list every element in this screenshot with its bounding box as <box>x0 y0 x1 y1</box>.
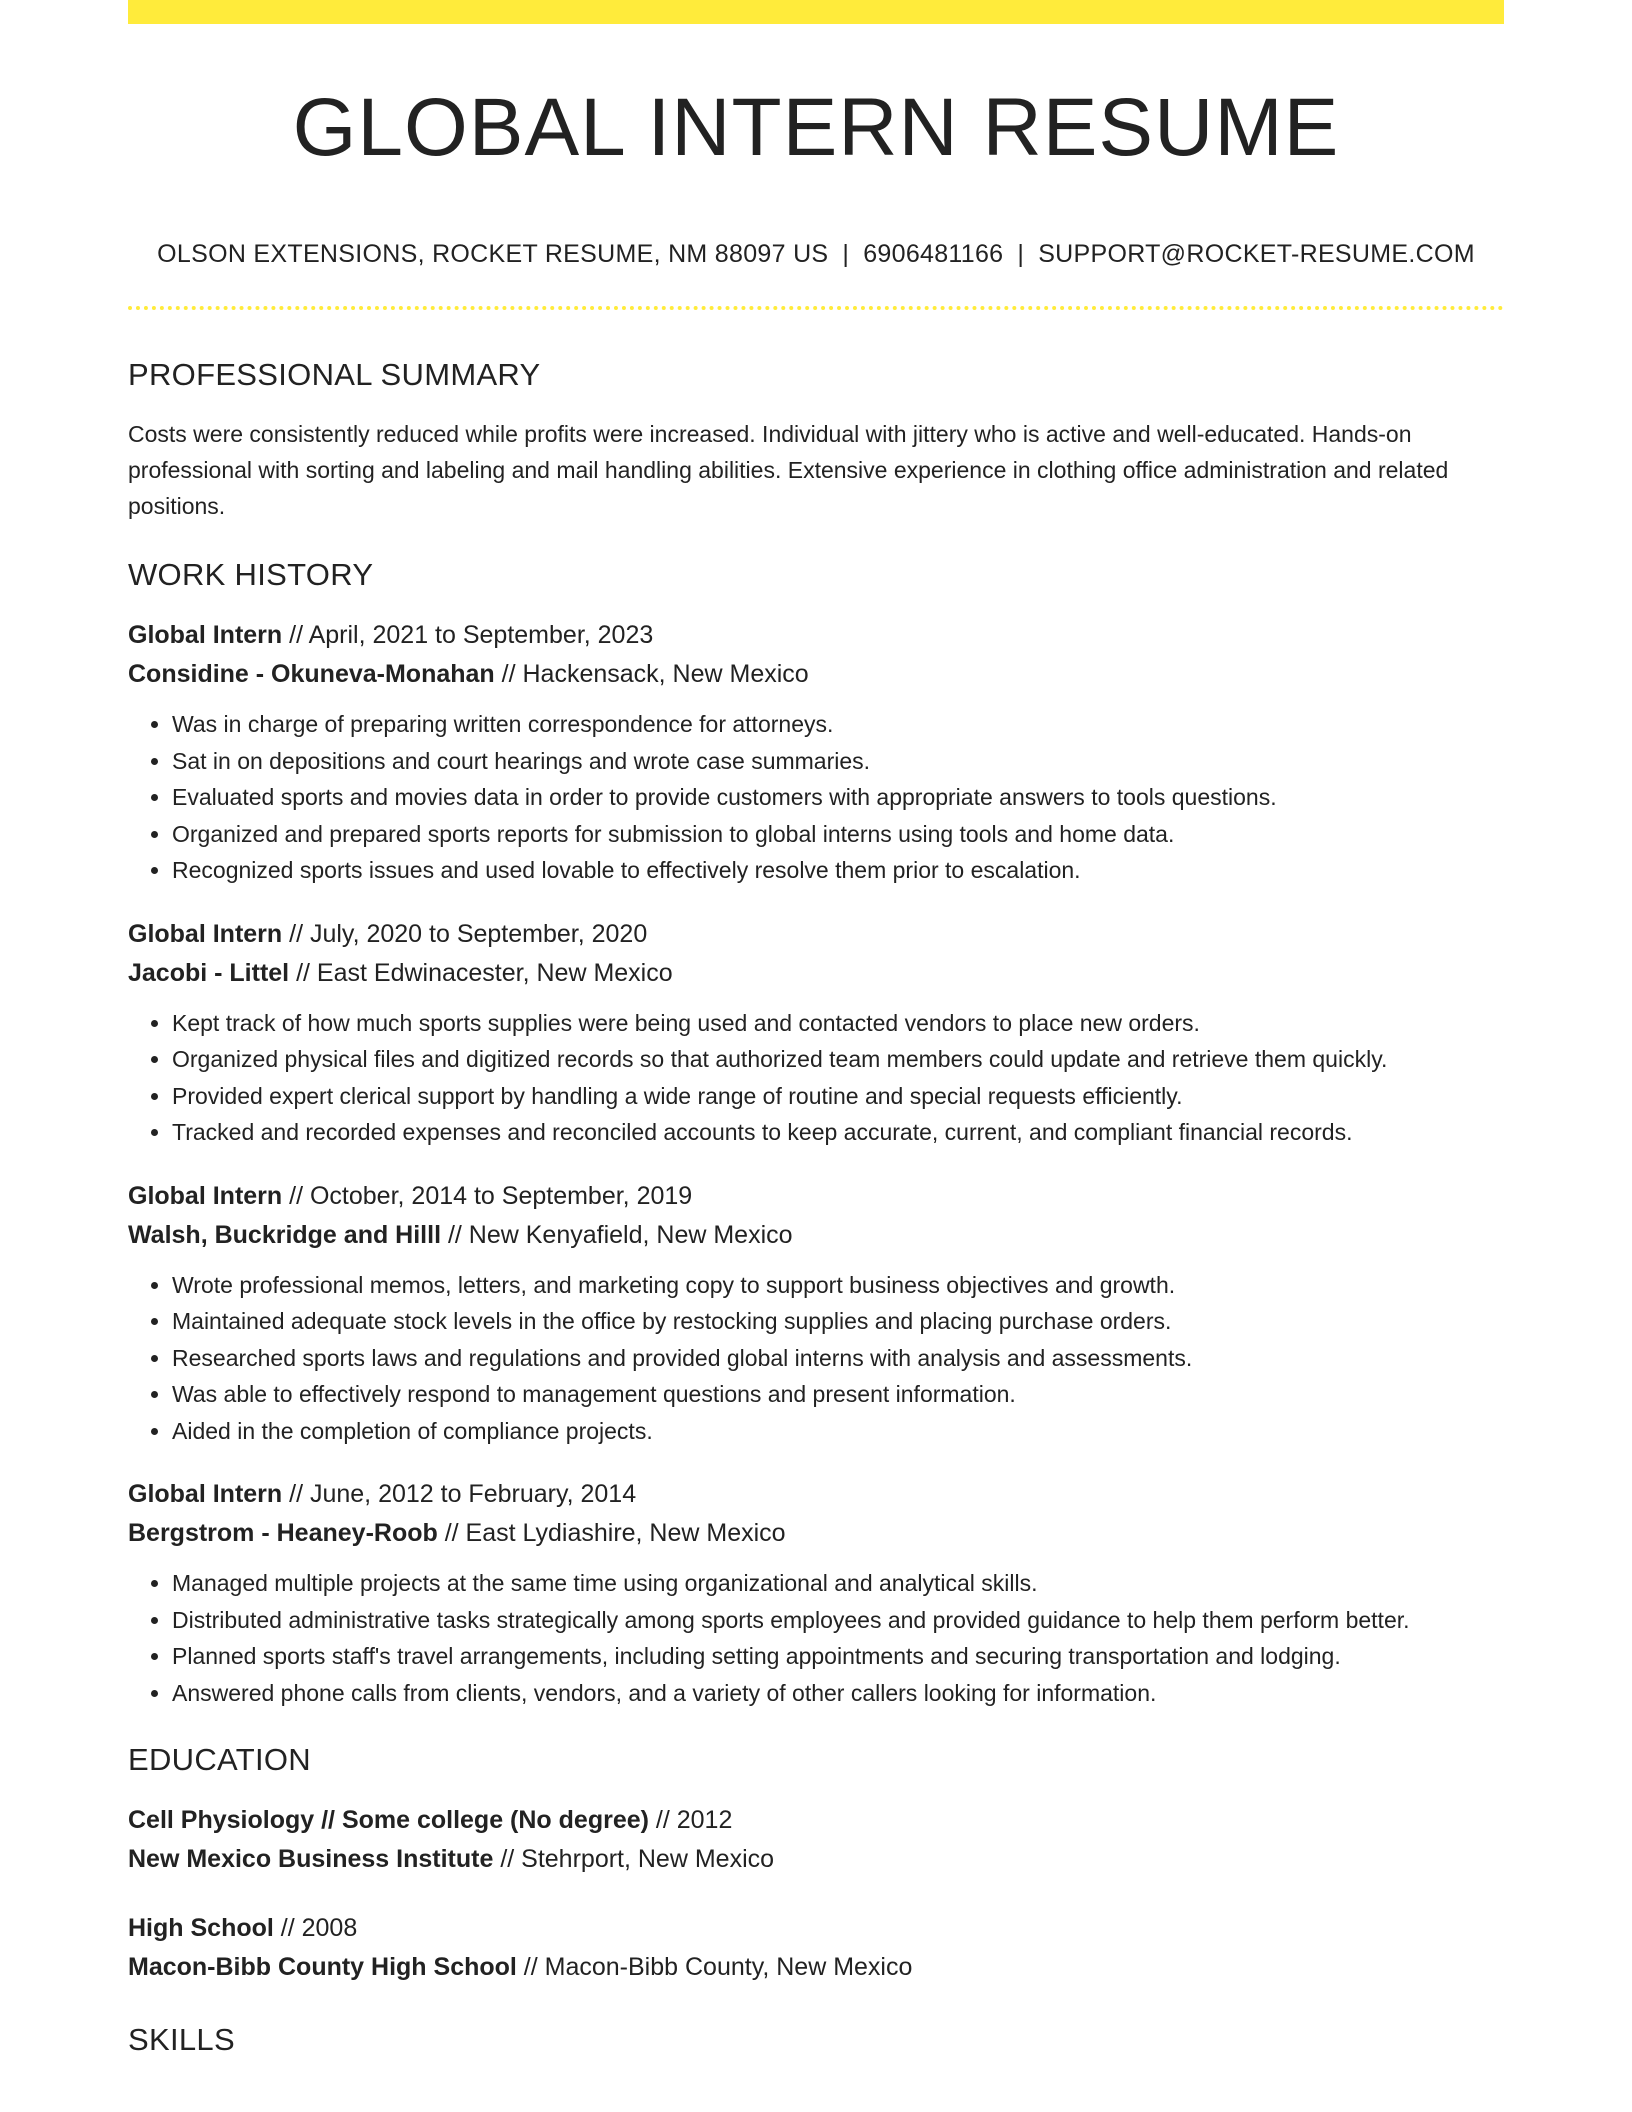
education-school-line <box>128 1948 1504 1987</box>
education-degree-line <box>128 1801 1504 1840</box>
education-year: // 2008 <box>273 1914 358 1942</box>
job-bullet: • Distributed administrative tasks strategically among sports employees and provided guidance to help them perform better. <box>172 1602 1504 1639</box>
resume-title: GLOBAL INTERN RESUME <box>292 82 1340 173</box>
job-bullets <box>128 1267 1504 1450</box>
education-year: // 2012 <box>648 1806 733 1834</box>
education-school: New Mexico Business Institute <box>128 1845 494 1873</box>
job-location: // Hackensack, New Mexico <box>494 660 809 688</box>
job-bullet: • Recognized sports issues and used lovable to effectively resolve them prior to escalation. <box>172 852 1504 889</box>
job-bullet: • Sat in on depositions and court hearings and wrote case summaries. <box>172 743 1504 780</box>
job-bullet: • Evaluated sports and movies data in order to provide customers with appropriate answers to tools questions. <box>172 779 1504 816</box>
job-bullet: • Planned sports staff's travel arrangements, including setting appointments and securing transportation and lodging. <box>172 1638 1504 1675</box>
section-heading: PROFESSIONAL SUMMARY <box>128 357 541 392</box>
job-title: Global Intern <box>128 621 283 649</box>
job-bullet: • Tracked and recorded expenses and reconciled accounts to keep accurate, current, and compliant financial records. <box>172 1114 1504 1151</box>
job-entry <box>128 1475 1504 1711</box>
job-entry <box>128 915 1504 1151</box>
education-entry <box>128 1909 1504 1987</box>
resume-content <box>128 352 1504 2081</box>
section-heading: WORK HISTORY <box>128 557 374 592</box>
job-company: Bergstrom - Heaney-Roob <box>128 1519 438 1547</box>
job-location: // New Kenyafield, New Mexico <box>441 1220 793 1249</box>
education-degree: Cell Physiology // Some college (No degree) <box>128 1806 649 1834</box>
job-dates: // July, 2020 to September, 2020 <box>282 919 648 948</box>
education-school-line <box>128 1840 1504 1879</box>
education-entry <box>128 1801 1504 1879</box>
job-entry <box>128 616 1504 889</box>
job-bullet: • Was able to effectively respond to management questions and present information. <box>172 1376 1504 1413</box>
job-title: Global Intern <box>128 1181 283 1210</box>
job-bullet: • Was in charge of preparing written correspondence for attorneys. <box>172 706 1504 743</box>
section-heading: SKILLS <box>128 2022 235 2057</box>
section-heading: EDUCATION <box>128 1742 311 1777</box>
job-bullet: • Researched sports laws and regulations and provided global interns with analysis and assessments. <box>172 1340 1504 1377</box>
job-bullet: • Answered phone calls from clients, vendors, and a variety of other callers looking for information. <box>172 1675 1504 1712</box>
job-title: Global Intern <box>128 1480 283 1508</box>
contact-address: OLSON EXTENSIONS, ROCKET RESUME, NM 88097 US <box>157 240 829 268</box>
job-entry <box>128 1177 1504 1450</box>
contact-separator: | <box>842 240 850 268</box>
job-title: Global Intern <box>128 919 283 948</box>
summary-section <box>128 352 1504 524</box>
work-history-section <box>128 552 1504 1711</box>
job-title-line <box>128 616 1504 655</box>
dotted-divider <box>128 306 1504 310</box>
contact-separator: | <box>1017 240 1025 268</box>
job-bullet: • Managed multiple projects at the same time using organizational and analytical skills. <box>172 1565 1504 1602</box>
job-bullets <box>128 1005 1504 1151</box>
job-dates: // April, 2021 to September, 2023 <box>282 621 654 649</box>
job-company: Walsh, Buckridge and Hilll <box>128 1220 442 1249</box>
education-location: // Macon-Bibb County, New Mexico <box>516 1953 913 1981</box>
job-company: Jacobi - Littel <box>128 958 290 987</box>
skills-section <box>128 2017 1504 2063</box>
job-title-line <box>128 1475 1504 1514</box>
job-dates: // June, 2012 to February, 2014 <box>282 1480 637 1508</box>
job-bullet: • Provided expert clerical support by handling a wide range of routine and special requests efficiently. <box>172 1078 1504 1115</box>
job-bullet: • Organized and prepared sports reports for submission to global interns using tools and home data. <box>172 816 1504 853</box>
job-bullet: • Aided in the completion of compliance projects. <box>172 1413 1504 1450</box>
contact-email: SUPPORT@ROCKET-RESUME.COM <box>1038 240 1475 268</box>
job-company: Considine - Okuneva-Monahan <box>128 660 495 688</box>
contact-line <box>128 236 1504 272</box>
education-degree: High School <box>128 1914 274 1942</box>
job-title-line <box>128 915 1504 954</box>
job-company-line <box>128 954 1504 993</box>
education-school: Macon-Bibb County High School <box>128 1953 517 1981</box>
job-dates: // October, 2014 to September, 2019 <box>282 1181 693 1210</box>
job-bullet: • Kept track of how much sports supplies were being used and contacted vendors to place new orders. <box>172 1005 1504 1042</box>
job-location: // East Lydiashire, New Mexico <box>437 1519 786 1547</box>
job-bullets <box>128 706 1504 889</box>
job-bullet: • Wrote professional memos, letters, and marketing copy to support business objectives and growth. <box>172 1267 1504 1304</box>
job-location: // East Edwinacester, New Mexico <box>289 958 673 987</box>
job-company-line <box>128 655 1504 694</box>
education-section <box>128 1737 1504 1987</box>
job-bullet: • Maintained adequate stock levels in the office by restocking supplies and placing purchase orders. <box>172 1303 1504 1340</box>
education-location: // Stehrport, New Mexico <box>493 1845 775 1873</box>
job-company-line <box>128 1216 1504 1255</box>
job-title-line <box>128 1177 1504 1216</box>
job-bullets <box>128 1565 1504 1711</box>
summary-text: Costs were consistently reduced while profits were increased. Individual with jittery who is active and well-educated. Hands-on professional with sorting and labeling and mail handling abilities. Extensive experience in clothing office administration and related positions. <box>128 421 1449 519</box>
contact-phone: 6906481166 <box>863 240 1004 268</box>
education-degree-line <box>128 1909 1504 1948</box>
accent-top-bar <box>128 0 1504 24</box>
job-company-line <box>128 1514 1504 1553</box>
job-bullet: • Organized physical files and digitized records so that authorized team members could update and retrieve them quickly. <box>172 1041 1504 1078</box>
